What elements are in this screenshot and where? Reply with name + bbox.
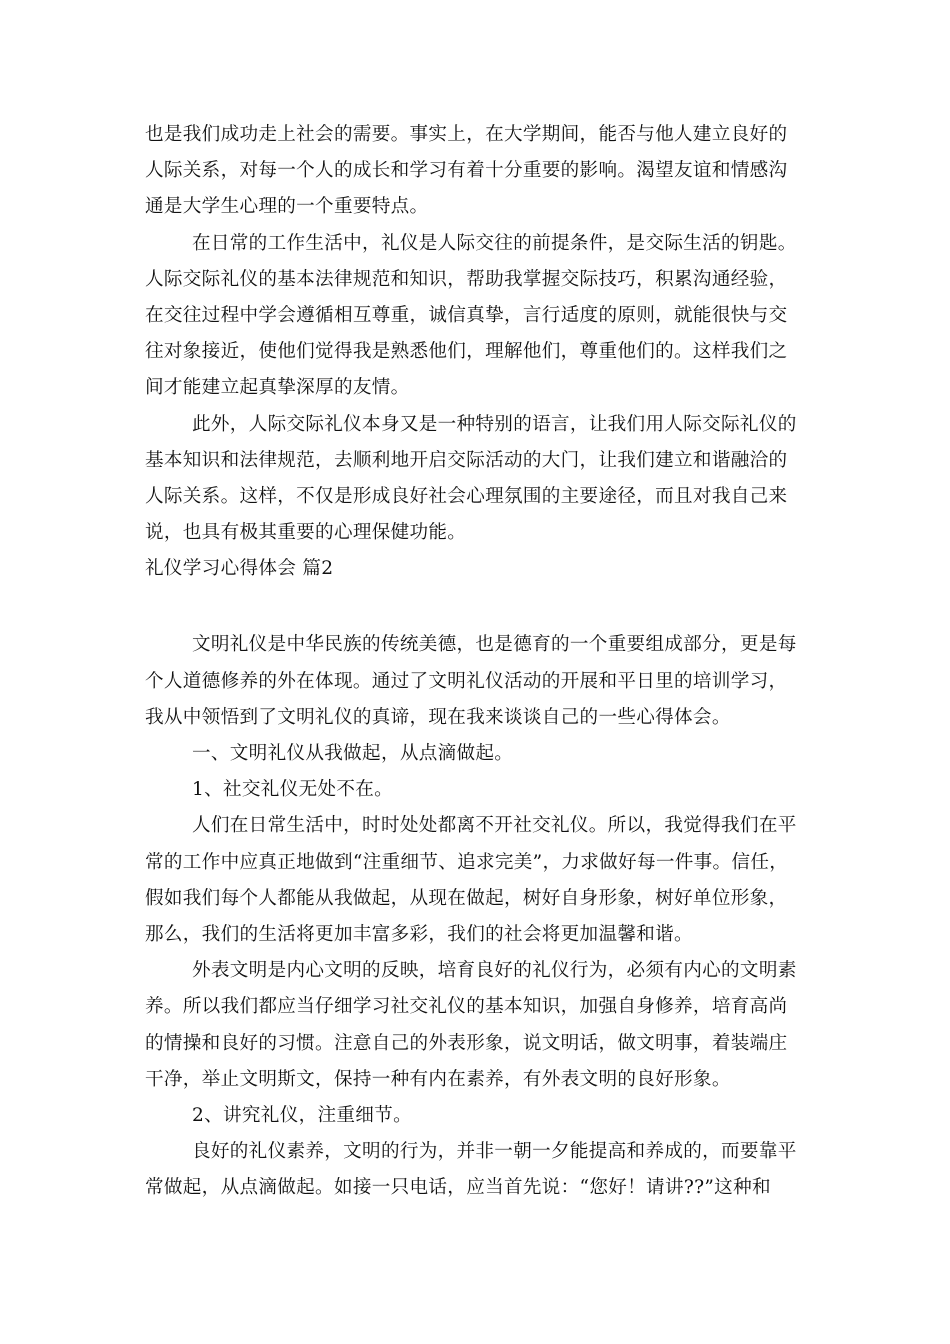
body-line: 的情操和良好的习惯。注意自己的外表形象，说文明话，做文明事，着装端庄 [145,1032,788,1054]
subheading-line: 一、文明礼仪从我做起，从点滴做起。 [192,743,514,764]
body-line: 此外，人际交际礼仪本身又是一种特别的语言，让我们用人际交际礼仪的 [192,413,797,435]
body-line: 通是大学生心理的一个重要特点。 [145,196,429,218]
body-line: 间才能建立起真挚深厚的友情。 [145,377,410,399]
body-line: 我从中领悟到了文明礼仪的真谛，现在我来谈谈自己的一些心得体会。 [145,706,731,728]
body-line: 人际关系，对每一个人的成长和学习有着十分重要的影响。渴望友谊和情感沟 [145,160,788,182]
body-line: 养。所以我们都应当仔细学习社交礼仪的基本知识，加强自身修养，培育高尚 [145,996,788,1018]
body-line: 常做起，从点滴做起。如接一只电话，应当首先说：“您好！请讲??”这种和 [145,1177,771,1199]
body-line: 那么，我们的生活将更加丰富多彩，我们的社会将更加温馨和谐。 [145,923,693,945]
body-line: 常的工作中应真正地做到“注重细节、追求完美”，力求做好每一件事。信任， [145,851,789,873]
body-line: 假如我们每个人都能从我做起，从现在做起，树好自身形象，树好单位形象， [145,887,788,909]
body-line: 人际关系。这样，不仅是形成良好社会心理氛围的主要途径，而且对我自己来 [145,485,788,507]
body-line: 人际交际礼仪的基本法律规范和知识，帮助我掌握交际技巧，积累沟通经验， [145,268,788,290]
body-line: 基本知识和法律规范，去顺利地开启交际活动的大门，让我们建立和谐融洽的 [145,449,788,471]
body-line: 说，也具有极其重要的心理保健功能。 [145,522,467,544]
body-line: 干净，举止文明斯文，保持一种有内在素养，有外表文明的良好形象。 [145,1068,731,1090]
section-heading: 礼仪学习心得体会 篇2 [145,558,334,580]
document-body [145,117,807,1206]
body-line: 也是我们成功走上社会的需要。事实上，在大学期间，能否与他人建立良好的 [145,124,788,145]
body-line: 人们在日常生活中，时时处处都离不开社交礼仪。所以，我觉得我们在平 [192,815,797,837]
body-line: 在日常的工作生活中，礼仪是人际交往的前提条件，是交际生活的钥匙。 [192,232,797,254]
body-line: 在交往过程中学会遵循相互尊重，诚信真挚，言行适度的原则，就能很快与交 [145,304,788,326]
subheading-line: 2、讲究礼仪，注重细节。 [192,1104,412,1126]
body-line: 良好的礼仪素养，文明的行为，并非一朝一夕能提高和养成的，而要靠平 [192,1141,797,1163]
body-line: 个人道德修养的外在体现。通过了文明礼仪活动的开展和平日里的培训学习， [145,670,788,692]
section-spacer [145,587,807,627]
subheading-line: 1、社交礼仪无处不在。 [192,779,394,801]
body-line: 往对象接近，使他们觉得我是熟悉他们，理解他们，尊重他们的。这样我们之 [145,341,788,363]
body-line: 文明礼仪是中华民族的传统美德，也是德育的一个重要组成部分，更是每 [192,634,797,656]
body-line: 外表文明是内心文明的反映，培育良好的礼仪行为，必须有内心的文明素 [192,960,797,982]
